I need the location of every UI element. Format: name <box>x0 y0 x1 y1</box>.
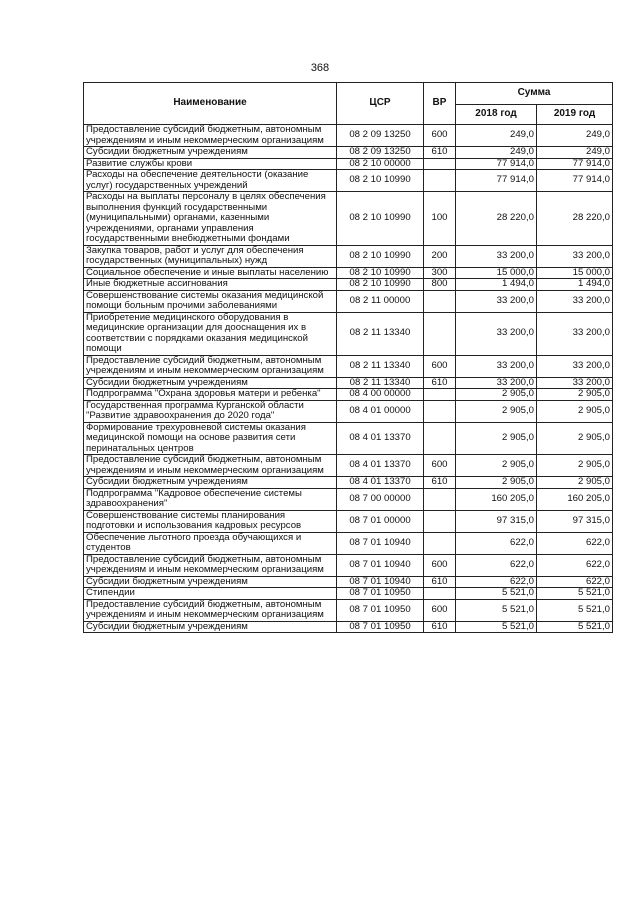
row-csr: 08 4 00 00000 <box>337 389 424 401</box>
row-csr: 08 7 00 00000 <box>337 488 424 510</box>
row-vr: 600 <box>424 599 456 621</box>
table-row <box>84 599 613 621</box>
row-sum-2018: 249,0 <box>456 125 537 147</box>
row-sum-2018: 2 905,0 <box>456 422 537 455</box>
row-vr: 610 <box>424 576 456 588</box>
row-name: Совершенствование системы планирования подготовки и использования кадровых ресурсов <box>84 510 337 532</box>
row-sum-2019: 28 220,0 <box>537 192 613 246</box>
table-row <box>84 400 613 422</box>
row-sum-2019: 2 905,0 <box>537 389 613 401</box>
row-sum-2019: 5 521,0 <box>537 621 613 633</box>
row-vr: 600 <box>424 125 456 147</box>
row-csr: 08 2 11 13340 <box>337 355 424 377</box>
row-vr <box>424 488 456 510</box>
row-name: Предоставление субсидий бюджетным, автономным учреждениям и иным некоммерческим организациям <box>84 125 337 147</box>
row-name: Подпрограмма "Кадровое обеспечение системы здравоохранения" <box>84 488 337 510</box>
table-row <box>84 267 613 279</box>
row-sum-2018: 77 914,0 <box>456 158 537 170</box>
row-name: Расходы на выплаты персоналу в целях обеспечения выполнения функций государственными (муниципальными) органами, казенными учреждениями, органами управления государственными внебюджетными фондами <box>84 192 337 246</box>
row-csr: 08 2 10 00000 <box>337 158 424 170</box>
row-name: Социальное обеспечение и иные выплаты населению <box>84 267 337 279</box>
row-sum-2019: 1 494,0 <box>537 279 613 291</box>
header-year-2018: 2018 год <box>456 105 537 125</box>
row-csr: 08 2 09 13250 <box>337 147 424 159</box>
row-name: Предоставление субсидий бюджетным, автономным учреждениям и иным некоммерческим организациям <box>84 599 337 621</box>
row-csr: 08 2 10 10990 <box>337 192 424 246</box>
row-sum-2019: 2 905,0 <box>537 400 613 422</box>
row-vr: 610 <box>424 377 456 389</box>
row-csr: 08 2 10 10990 <box>337 267 424 279</box>
row-name: Иные бюджетные ассигнования <box>84 279 337 291</box>
row-sum-2019: 77 914,0 <box>537 158 613 170</box>
table-row <box>84 576 613 588</box>
row-name: Предоставление субсидий бюджетным, автономным учреждениям и иным некоммерческим организациям <box>84 355 337 377</box>
table-row <box>84 389 613 401</box>
table-row <box>84 621 613 633</box>
budget-table <box>83 82 613 633</box>
row-csr: 08 2 09 13250 <box>337 125 424 147</box>
table-row <box>84 125 613 147</box>
row-sum-2018: 77 914,0 <box>456 170 537 192</box>
table-row <box>84 147 613 159</box>
row-sum-2019: 33 200,0 <box>537 245 613 267</box>
table-row <box>84 192 613 246</box>
row-sum-2018: 33 200,0 <box>456 290 537 312</box>
table-row <box>84 245 613 267</box>
table-row <box>84 422 613 455</box>
row-name: Расходы на обеспечение деятельности (оказание услуг) государственных учреждений <box>84 170 337 192</box>
row-sum-2018: 5 521,0 <box>456 588 537 600</box>
header-year-2019: 2019 год <box>537 105 613 125</box>
row-sum-2019: 249,0 <box>537 125 613 147</box>
row-sum-2018: 5 521,0 <box>456 599 537 621</box>
table-row <box>84 554 613 576</box>
row-name: Субсидии бюджетным учреждениям <box>84 147 337 159</box>
row-name: Обеспечение льготного проезда обучающихся и студентов <box>84 532 337 554</box>
row-sum-2019: 5 521,0 <box>537 599 613 621</box>
row-sum-2019: 33 200,0 <box>537 355 613 377</box>
row-csr: 08 7 01 10940 <box>337 554 424 576</box>
row-vr <box>424 422 456 455</box>
row-sum-2019: 160 205,0 <box>537 488 613 510</box>
row-csr: 08 2 10 10990 <box>337 279 424 291</box>
row-name: Приобретение медицинского оборудования в медицинские организации для дооснащения их в соответствии с порядками оказания медицинской помощи <box>84 312 337 355</box>
row-sum-2019: 622,0 <box>537 532 613 554</box>
row-vr <box>424 588 456 600</box>
row-sum-2018: 2 905,0 <box>456 477 537 489</box>
row-csr: 08 2 11 13340 <box>337 377 424 389</box>
row-sum-2019: 2 905,0 <box>537 422 613 455</box>
row-csr: 08 4 01 13370 <box>337 455 424 477</box>
row-sum-2018: 2 905,0 <box>456 389 537 401</box>
row-csr: 08 4 01 00000 <box>337 400 424 422</box>
header-vr: ВР <box>424 83 456 125</box>
header-name: Наименование <box>84 83 337 125</box>
table-header <box>84 83 613 125</box>
row-sum-2018: 97 315,0 <box>456 510 537 532</box>
row-name: Предоставление субсидий бюджетным, автономным учреждениям и иным некоммерческим организациям <box>84 455 337 477</box>
row-name: Совершенствование системы оказания медицинской помощи больным прочими заболеваниями <box>84 290 337 312</box>
row-sum-2018: 622,0 <box>456 576 537 588</box>
row-vr <box>424 389 456 401</box>
table-body <box>84 125 613 633</box>
row-sum-2018: 33 200,0 <box>456 312 537 355</box>
row-name: Закупка товаров, работ и услуг для обеспечения государственных (муниципальных) нужд <box>84 245 337 267</box>
row-name: Субсидии бюджетным учреждениям <box>84 576 337 588</box>
row-csr: 08 7 01 10940 <box>337 532 424 554</box>
table-row <box>84 488 613 510</box>
table-row <box>84 158 613 170</box>
row-sum-2018: 622,0 <box>456 532 537 554</box>
row-name: Подпрограмма "Охрана здоровья матери и ребенка" <box>84 389 337 401</box>
row-vr <box>424 312 456 355</box>
row-csr: 08 4 01 13370 <box>337 422 424 455</box>
row-csr: 08 2 11 13340 <box>337 312 424 355</box>
row-csr: 08 2 11 00000 <box>337 290 424 312</box>
row-sum-2019: 2 905,0 <box>537 477 613 489</box>
row-sum-2018: 2 905,0 <box>456 400 537 422</box>
row-sum-2018: 249,0 <box>456 147 537 159</box>
row-name: Субсидии бюджетным учреждениям <box>84 477 337 489</box>
row-sum-2019: 15 000,0 <box>537 267 613 279</box>
row-name: Предоставление субсидий бюджетным, автономным учреждениям и иным некоммерческим организациям <box>84 554 337 576</box>
row-sum-2019: 33 200,0 <box>537 312 613 355</box>
row-csr: 08 7 01 10950 <box>337 621 424 633</box>
row-sum-2018: 1 494,0 <box>456 279 537 291</box>
row-sum-2019: 97 315,0 <box>537 510 613 532</box>
row-name: Государственная программа Курганской области "Развитие здравоохранения до 2020 года" <box>84 400 337 422</box>
row-csr: 08 7 01 10950 <box>337 599 424 621</box>
row-sum-2018: 28 220,0 <box>456 192 537 246</box>
row-name: Субсидии бюджетным учреждениям <box>84 621 337 633</box>
row-sum-2018: 33 200,0 <box>456 377 537 389</box>
row-sum-2019: 2 905,0 <box>537 455 613 477</box>
row-name: Субсидии бюджетным учреждениям <box>84 377 337 389</box>
row-vr: 610 <box>424 621 456 633</box>
row-sum-2018: 160 205,0 <box>456 488 537 510</box>
row-csr: 08 2 10 10990 <box>337 245 424 267</box>
row-name: Стипендии <box>84 588 337 600</box>
row-vr <box>424 532 456 554</box>
row-vr: 610 <box>424 477 456 489</box>
row-vr <box>424 400 456 422</box>
header-csr: ЦСР <box>337 83 424 125</box>
row-sum-2019: 622,0 <box>537 576 613 588</box>
row-sum-2019: 77 914,0 <box>537 170 613 192</box>
row-csr: 08 7 01 10950 <box>337 588 424 600</box>
row-vr <box>424 290 456 312</box>
table-row <box>84 510 613 532</box>
table-row <box>84 377 613 389</box>
row-sum-2018: 622,0 <box>456 554 537 576</box>
row-csr: 08 7 01 00000 <box>337 510 424 532</box>
table-row <box>84 477 613 489</box>
row-vr: 100 <box>424 192 456 246</box>
row-vr <box>424 158 456 170</box>
page-number: 368 <box>310 62 330 74</box>
row-csr: 08 7 01 10940 <box>337 576 424 588</box>
row-vr: 600 <box>424 455 456 477</box>
row-sum-2018: 15 000,0 <box>456 267 537 279</box>
table-row <box>84 170 613 192</box>
row-sum-2019: 249,0 <box>537 147 613 159</box>
row-vr <box>424 170 456 192</box>
row-vr: 610 <box>424 147 456 159</box>
row-vr: 600 <box>424 355 456 377</box>
row-vr: 300 <box>424 267 456 279</box>
row-sum-2018: 5 521,0 <box>456 621 537 633</box>
table-row <box>84 355 613 377</box>
table-row <box>84 455 613 477</box>
row-csr: 08 2 10 10990 <box>337 170 424 192</box>
row-sum-2019: 622,0 <box>537 554 613 576</box>
row-sum-2018: 33 200,0 <box>456 355 537 377</box>
row-name: Формирование трехуровневой системы оказания медицинской помощи на основе развития сети перинатальных центров <box>84 422 337 455</box>
table-row <box>84 279 613 291</box>
row-sum-2018: 2 905,0 <box>456 455 537 477</box>
table-row <box>84 532 613 554</box>
row-csr: 08 4 01 13370 <box>337 477 424 489</box>
row-vr: 200 <box>424 245 456 267</box>
table-row <box>84 312 613 355</box>
row-sum-2018: 33 200,0 <box>456 245 537 267</box>
table-row <box>84 290 613 312</box>
table-row <box>84 588 613 600</box>
row-vr <box>424 510 456 532</box>
row-vr: 800 <box>424 279 456 291</box>
row-vr: 600 <box>424 554 456 576</box>
row-sum-2019: 33 200,0 <box>537 377 613 389</box>
row-sum-2019: 5 521,0 <box>537 588 613 600</box>
header-sum: Сумма <box>456 83 613 105</box>
row-name: Развитие службы крови <box>84 158 337 170</box>
row-sum-2019: 33 200,0 <box>537 290 613 312</box>
